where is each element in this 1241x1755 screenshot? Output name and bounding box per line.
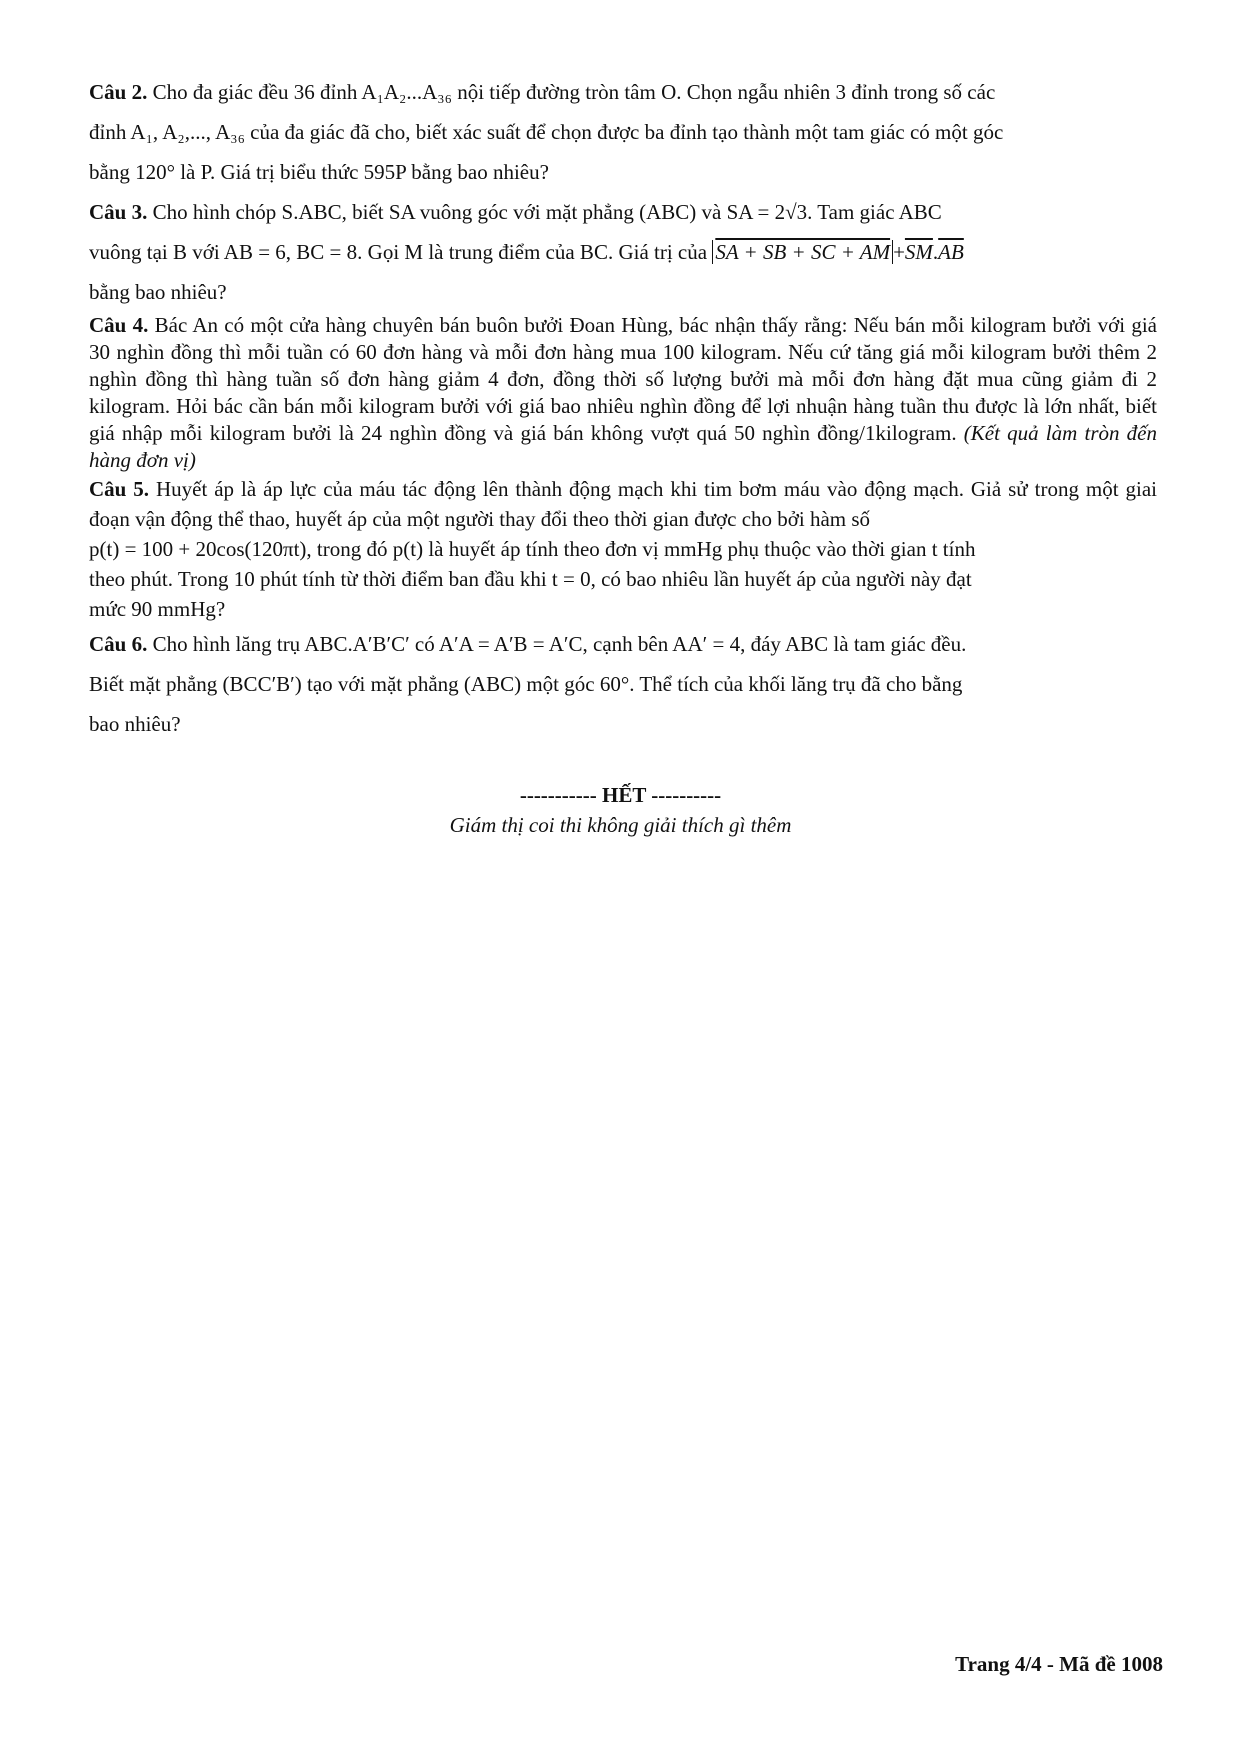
question-2 <box>89 72 1157 192</box>
vector-ab: $\overline{AB}$ <box>938 240 964 264</box>
question-label: Câu 6. <box>89 632 148 656</box>
vector-sum-abs <box>712 240 893 264</box>
plus-sign: + <box>893 240 905 264</box>
question-5 <box>89 474 1157 624</box>
vector-expression: SA + SB + SC + AM <box>715 240 891 264</box>
question-6 <box>89 624 1157 744</box>
question-text-line: Huyết áp là áp lực của máu tác động lên thành động mạch khi tim bơm máu vào động mạch. Giả sử trong một giai đoạn vận động thể thao, huyết áp của một người thay đổi theo thời gian được cho bởi hàm số <box>89 477 1157 531</box>
dot-sign: . <box>932 240 939 264</box>
question-text-line: bằng bao nhiêu? <box>89 280 227 304</box>
exam-content <box>89 72 1157 744</box>
question-text-line: vuông tại B với AB = 6, BC = 8. Gọi M là trung điểm của BC. Giá trị của <box>89 240 708 264</box>
question-label: Câu 2. <box>89 80 148 104</box>
question-text-line: Cho hình chóp S.ABC, biết SA vuông góc với mặt phẳng (ABC) và SA = 2√3. Tam giác ABC <box>152 200 942 224</box>
question-text: Bác An có một cửa hàng chuyên bán buôn bưởi Đoan Hùng, bác nhận thấy rằng: Nếu bán mỗi kilogram bưởi với giá 30 nghìn đồng thì mỗi tuần có 60 đơn hàng và mỗi đơn hàng mua 100 kilogram. Nếu cứ tăng giá mỗi kilogram bưởi thêm 2 nghìn đồng thì hàng tuần số đơn hàng giảm 4 đơn, đồng thời số lượng bưởi mà mỗi đơn hàng đặt mua cũng giảm đi 2 kilogram. Hỏi bác cần bán mỗi kilogram bưởi với giá bao nhiêu nghìn đồng để lợi nhuận hàng tuần thu được là lớn nhất, biết giá nhập mỗi kilogram bưởi là 24 nghìn đồng và giá bán không vượt quá 50 nghìn đồng/1kilogram. <box>89 313 1157 445</box>
question-label: Câu 5. <box>89 477 150 501</box>
question-3 <box>89 192 1157 312</box>
page-footer: Trang 4/4 - Mã đề 1008 <box>955 1652 1163 1676</box>
question-text-line: mức 90 mmHg? <box>89 597 226 621</box>
question-label: Câu 3. <box>89 200 148 224</box>
vector-sm: $\overline{SM}$ <box>904 240 933 264</box>
question-text-line: Cho đa giác đều 36 đỉnh A₁A₂...A₃₆ nội tiếp đường tròn tâm O. Chọn ngẫu nhiên 3 đỉnh trong số các <box>152 80 996 104</box>
end-note: Giám thị coi thi không giải thích gì thêm <box>449 813 792 837</box>
question-4 <box>89 312 1157 474</box>
question-text-line: Biết mặt phẳng (BCC′B′) tạo với mặt phẳng (ABC) một góc 60°. Thể tích của khối lăng trụ đã cho bằng <box>89 672 963 696</box>
question-note: (Kết quả làm tròn đến hàng đơn vị) <box>89 421 1158 472</box>
question-text-line: bằng 120° là P. Giá trị biểu thức 595P bằng bao nhiêu? <box>89 160 549 184</box>
question-text-line: đỉnh A₁, A₂,..., A₃₆ của đa giác đã cho, biết xác suất để chọn được ba đỉnh tạo thành một tam giác có một góc <box>89 120 1004 144</box>
question-label: Câu 4. <box>89 313 149 337</box>
question-text-line: theo phút. Trong 10 phút tính từ thời điểm ban đầu khi t = 0, có bao nhiêu lần huyết áp của người này đạt <box>89 567 972 591</box>
question-text-line: Cho hình lăng trụ ABC.A′B′C′ có A′A = A′B = A′C, cạnh bên AA′ = 4, đáy ABC là tam giác đều. <box>152 632 967 656</box>
question-text-line: p(t) = 100 + 20cos(120πt), trong đó p(t) là huyết áp tính theo đơn vị mmHg phụ thuộc vào thời gian t tính <box>89 537 976 561</box>
end-section <box>0 780 1241 840</box>
end-marker: ----------- HẾT ---------- <box>519 783 722 807</box>
question-text-line: bao nhiêu? <box>89 712 181 736</box>
